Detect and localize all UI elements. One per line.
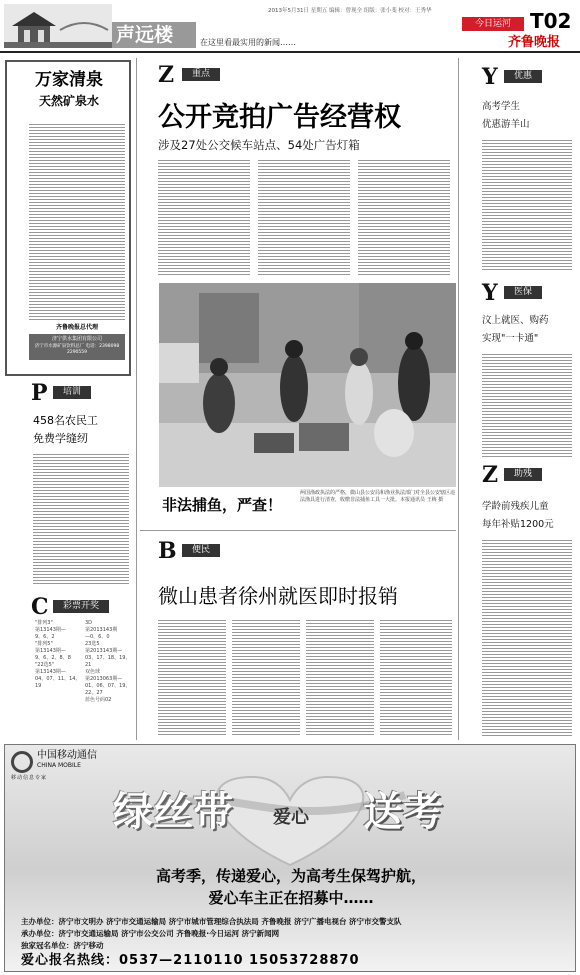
- main-body-col1: [158, 160, 250, 276]
- ad-slogan-line2: 爱心车主正在招募中……: [208, 889, 374, 907]
- right-item-2: [462, 278, 576, 458]
- right-item-1: [462, 58, 576, 276]
- section-letter: C: [31, 594, 49, 620]
- right-headline-1a: 高考学生: [482, 101, 521, 112]
- lottery-left-col: "排列3" 第13143期— 9、6、2 "排列5" 第13143期— 9、6、2、8、8 "22选5" 第13143期— 04、07、11、14、19: [35, 620, 81, 689]
- page-number: T02: [530, 9, 572, 33]
- ad-company: 齐鲁晚报总代理: [55, 324, 98, 331]
- section-letter: Y: [482, 280, 498, 306]
- ad-title-a: 绿丝带: [113, 788, 233, 835]
- left-ad-box: [5, 60, 131, 376]
- ad-slogan: 天然矿泉水: [38, 94, 99, 108]
- photo-caption: 两国渔政执法的严格，微山县公安局和渔业执法部门对全县公安辖区违法渔具进行清查，收缴非法捕鱼工具一大批。本报通讯员 王梅 摄: [300, 490, 456, 503]
- section-slogan: 在这里看最实用的新闻……: [200, 38, 296, 47]
- ad-cohost: 承办单位：济宁市交通运输局 济宁市公交公司 齐鲁晚报·今日运河 济宁新闻网: [21, 929, 280, 938]
- ad-host: 主办单位：济宁市文明办 济宁市交通运输局 济宁市城市管理综合执法局 齐鲁晚报 济宁广播电视台 济宁市交警支队: [21, 917, 402, 926]
- lottery-right-col: 3D 第2013143期 —0、6、0 23选5 第2013143期— 03、17、18、19、21 双色球 第2013063期—01、06、07、19、22、27 蓝色号码02: [85, 620, 131, 703]
- right-body-3: [482, 540, 572, 736]
- ad-slogan-line1: 高考季，传递爱心，为高考生保驾护航，: [155, 867, 426, 885]
- operator-sub: 移动信息专家: [11, 775, 48, 781]
- left-body-text: [33, 454, 129, 586]
- lottery-box: [5, 594, 133, 722]
- column-rule-right: [458, 58, 459, 740]
- second-body-col2: [232, 620, 300, 736]
- second-body-col1: [158, 620, 226, 736]
- ad-title-c: 送考: [363, 788, 443, 835]
- section-letter: Z: [482, 462, 499, 488]
- section-tag: 重点: [182, 68, 220, 81]
- section-letter: B: [158, 538, 177, 564]
- operator-name: 中国移动通信: [37, 750, 97, 761]
- bottom-ad: [4, 744, 576, 972]
- main-headline: 公开竞拍广告经营权: [158, 102, 401, 133]
- right-headline-2b: 实现"一卡通": [482, 333, 539, 344]
- main-story: [140, 58, 456, 280]
- main-body-col2: [258, 160, 350, 276]
- news-photo: [159, 283, 456, 487]
- ad-brand: 万家清泉: [35, 70, 103, 90]
- section-letter: Y: [482, 64, 498, 90]
- left-headline-line1: 458名农民工: [33, 414, 98, 427]
- masthead: [0, 0, 580, 52]
- right-headline-3b: 每年补贴1200元: [482, 519, 554, 530]
- second-body-col4: [380, 620, 452, 736]
- column-rule-left: [136, 58, 137, 740]
- second-body-col3: [306, 620, 374, 736]
- section-tag: 医保: [504, 286, 542, 299]
- right-headline-1b: 优惠游羊山: [482, 119, 530, 130]
- right-body-1: [482, 140, 572, 272]
- right-body-2: [482, 354, 572, 458]
- ad-title-b: 爱心: [273, 807, 309, 828]
- section-letter: Z: [158, 62, 175, 88]
- right-headline-2a: 汶上就医、购药: [482, 315, 549, 326]
- section-letter: P: [31, 380, 48, 406]
- second-headline: 微山患者徐州就医即时报销: [158, 584, 398, 608]
- date-line: 2013年5月31日 星期五 编辑：曾现全 组版：张小斐 校对：王秀华: [268, 8, 432, 14]
- mobile-logo-icon: [11, 751, 33, 773]
- section-tag: 彩票开奖: [53, 600, 109, 613]
- ad-hotline: 爱心报名热线：0537—2110110 15053728870: [21, 953, 360, 968]
- main-subheadline: 涉及27处公交候车站点、54处广告灯箱: [158, 138, 360, 152]
- second-story: [140, 534, 456, 740]
- right-item-3: [462, 460, 576, 740]
- main-body-col3: [358, 160, 450, 276]
- section-tab: 今日运河: [462, 17, 524, 31]
- paper-logo: 齐鲁晚报: [508, 35, 561, 50]
- masthead-rule: [0, 51, 580, 53]
- section-tag: 便民: [182, 544, 220, 557]
- ad-body-text: [29, 124, 125, 320]
- ad-hotline: 济宁市水源矿泉饮料总厂 电话：2398098 2290559: [34, 344, 120, 355]
- section-tag: 培训: [53, 386, 91, 399]
- section-tag: 优惠: [504, 70, 542, 83]
- ad-hotline-label: 济宁供水集团有限公司: [51, 336, 102, 342]
- divider-middle: [140, 530, 456, 531]
- operator-en: CHINA MOBILE: [37, 762, 81, 769]
- section-name: 声远楼: [116, 24, 174, 46]
- left-news: [5, 380, 133, 590]
- ad-sponsor: 独家冠名单位：济宁移动: [21, 941, 104, 950]
- right-headline-3a: 学龄前残疾儿童: [482, 501, 549, 512]
- section-tag: 助残: [504, 468, 542, 481]
- header-pavilion-art: [4, 4, 112, 48]
- photo-headline: 非法捕鱼，严查！: [162, 496, 283, 514]
- left-headline-line2: 免费学缝纫: [33, 432, 88, 445]
